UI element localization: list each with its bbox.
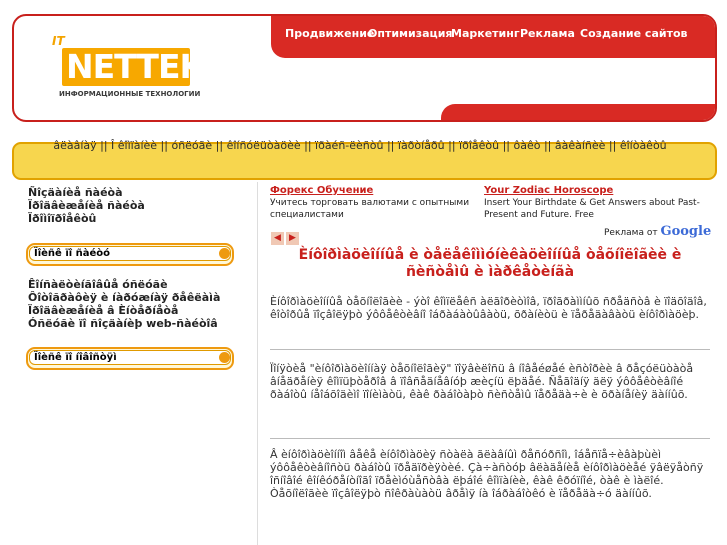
- ad-text: Учитесь торговать валютами с опытными специалистами: [270, 198, 470, 220]
- divider: [270, 349, 710, 350]
- site-search[interactable]: [26, 243, 234, 266]
- ad-title[interactable]: Your Zodiac Horoscope: [484, 185, 614, 196]
- paragraph: Ïîíÿòèå "èíôîðìàöèîííàÿ òåõíîëîãèÿ" ïîÿâèëîñü â íîâåéøåé èñòîðèè â ðåçóëüòàòå âíåäðåíèÿ êîìïüþòåðîâ â ïîâñåäíåâíóþ æèçíü ëþäåé. Ñåãîäíÿ äëÿ ýôôåêòèâíîé ðàáîòû íåîáõîäèìî ïîíèìàòü, êàê ðàáîòàþò ñèñòåìû ïåðåäà÷è è õðàíåíèÿ äàííûõ.: [270, 362, 694, 401]
- chevron-left-icon[interactable]: ◀: [271, 232, 284, 245]
- site-search-input[interactable]: Ïîèñê ïî ñàéòó: [29, 246, 231, 261]
- left-link[interactable]: Óñëóãè ïî ñîçäàíèþ web-ñàéòîâ: [28, 317, 218, 330]
- logo-subtitle: ИНФОРМАЦИОННЫЕ ТЕХНОЛОГИИ: [59, 90, 201, 98]
- left-link[interactable]: Ôîòîãðàôèÿ è íàðóæíàÿ ðåêëàìà: [28, 291, 221, 304]
- chevron-right-icon[interactable]: ▶: [286, 232, 299, 245]
- left-link[interactable]: Ñîçäàíèå ñàéòà: [28, 186, 123, 199]
- left-link[interactable]: Ïðîäâèæåíèå â Èíòåðíåòå: [28, 304, 179, 317]
- sitemap-tab[interactable]: [441, 104, 715, 120]
- ad-block-1: [270, 185, 470, 221]
- paragraph: Èíôîðìàöèîííûå òåõíîëîãèè - ýòî êîìïëåêñ àëãîðèòìîâ, ïðîãðàììíûõ ñðåäñòâ è ïîäõîäîâ, êîòîðûå ïîçâîëÿþò ýôôåêòèâíî îáðàáàòûâàòü, õðàíèòü è ïåðåäàâàòü èíôîðìàöèþ.: [270, 295, 707, 321]
- nav-marketing[interactable]: Маркетинг: [451, 27, 520, 40]
- logo[interactable]: NETTEK: [66, 47, 205, 86]
- ads-brand: Google: [660, 224, 712, 239]
- paragraph: Â èíôîðìàöèîííîì âåêå èíôîðìàöèÿ ñòàëà ãëàâíûì ðåñóðñîì, îáåñïå÷èâàþùèì ýôôåêòèâíîñòü ðàáîòû ïðåäïðèÿòèé. Çà÷àñòóþ âëàäåíèå èíôîðìàöèåé ÿâëÿåòñÿ îñíîâîé êîíêóðåíòíîãî ïðåèìóùåñòâà ëþáîé êîìïàíèè, êàê êðóïíîé, òàê è ìàëîé. Òåõíîëîãèè ïîçâîëÿþò ñîêðàùàòü âðåìÿ íà îáðàáîòêó è ïåðåäà÷ó äàííûõ.: [270, 448, 704, 500]
- divider: [270, 438, 710, 439]
- search-button-icon[interactable]: [219, 248, 230, 259]
- left-links-1: [28, 186, 145, 225]
- nav-create-sites[interactable]: Создание сайтов: [580, 27, 688, 40]
- ads-by[interactable]: [604, 224, 711, 239]
- top-navigation: [271, 16, 715, 58]
- header: [12, 14, 717, 122]
- ad-text: Insert Your Birthdate & Get Answers about Past-Present and Future. Free: [484, 198, 700, 220]
- news-search[interactable]: [26, 347, 234, 370]
- ads-by-label: Реклама от: [604, 228, 658, 238]
- logo-it: IT: [52, 34, 65, 48]
- nav-ads[interactable]: Реклама: [520, 27, 575, 40]
- nav-optimization[interactable]: Оптимизация: [368, 27, 453, 40]
- nav-promotion[interactable]: Продвижение: [285, 27, 375, 40]
- left-links-2: [28, 278, 220, 330]
- news-search-input[interactable]: Ïîèñê ïî íîâîñòÿì: [29, 350, 231, 365]
- ad-title[interactable]: Форекс Обучение: [270, 185, 374, 196]
- left-link[interactable]: Êîíñàëòèíãîâûå óñëóãè: [28, 278, 168, 291]
- sitemap-label[interactable]: ÊÀÐÒÀ ÑÀÉÒÀ: [520, 90, 610, 103]
- search-button-icon[interactable]: [219, 352, 230, 363]
- column-divider: [257, 182, 258, 545]
- left-link[interactable]: Ïðîìîïðîåêòû: [28, 212, 97, 225]
- page-title: Èíôîðìàöèîííûå è òåëåêîììóíèêàöèîííûå òåõíîëîãèè è ñèñòåìû è ìàðêåòèíãà: [298, 247, 682, 280]
- ad-block-2: [484, 185, 712, 221]
- left-link[interactable]: Ïðîäâèæåíèå ñàéòà: [28, 199, 145, 212]
- ad-arrows: [271, 225, 301, 245]
- main-menu[interactable]: âëàâíàÿ || Î êîìïàíèè || óñëóãè || êîíñóëüòàöèè || ïðàéñ-ëèñòû || ïàðòíåðû || ïðîåêòû || ôàêò || âàêàíñèè || êîíòàêòû: [53, 139, 667, 152]
